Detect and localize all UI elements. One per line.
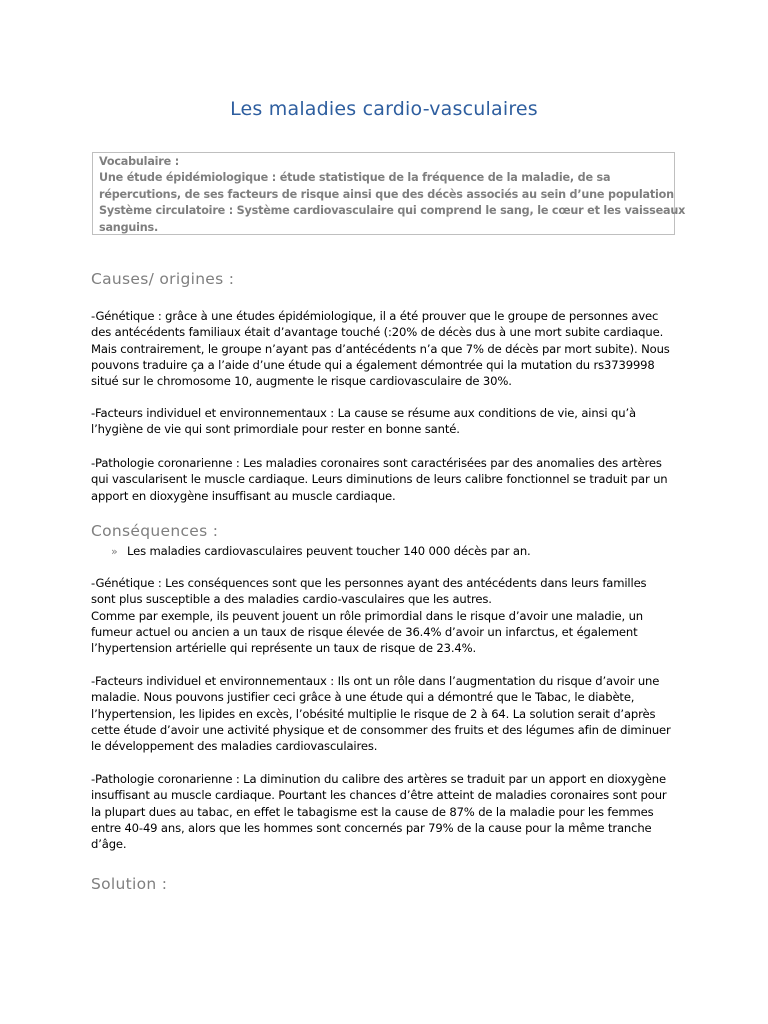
paragraph-line: -Génétique : Les conséquences sont que les personnes ayant des antécédents dans leurs familles (91, 576, 647, 590)
paragraph-line: l’hypertension, les lipides en excès, l’obésité multiplie le risque de 2 à 64. La solution serait d’après (91, 706, 656, 721)
vocabulary-line: Système circulatoire : Système cardiovasculaire qui comprend le sang, le cœur et les vaisseaux (99, 204, 686, 218)
paragraph-line: d’âge. (91, 837, 127, 852)
double-chevron-right-icon: » (111, 545, 118, 558)
paragraph-line: -Pathologie coronarienne : La diminution du calibre des artères se traduit par un apport en dioxygène (91, 772, 666, 786)
causes-facteurs-paragraph (91, 405, 691, 438)
paragraph-line: l’hygiène de vie qui sont primordiale pour rester en bonne santé. (91, 422, 460, 437)
causes-pathologie-paragraph (91, 455, 691, 504)
paragraph-line: qui vascularisent le muscle cardiaque. Leurs diminutions de leurs calibre fonctionnel se traduit par un (91, 472, 668, 487)
vocabulary-line: sanguins. (99, 220, 159, 234)
paragraph-line: situé sur le chromosome 10, augmente le risque cardiovasculaire de 30%. (91, 374, 512, 389)
bullet-text: Les maladies cardiovasculaires peuvent toucher 140 000 décès par an. (127, 544, 531, 558)
consequences-pathologie-paragraph (91, 771, 691, 852)
paragraph-line: Mais contrairement, le groupe n’ayant pas d’antécédents n’a que 7% de décès par mort subite). Nous (91, 341, 670, 356)
vocabulary-line: répercutions, de ses facteurs de risque ainsi que des décès associés au sein d’une population (99, 187, 674, 201)
paragraph-line: fumeur actuel ou ancien a un taux de risque élevée de 36.4% d’avoir un infarctus, et également (91, 624, 638, 639)
paragraph-line: Comme par exemple, ils peuvent jouent un rôle primordial dans le risque d’avoir une maladie, un (91, 608, 643, 623)
causes-heading: Causes/ origines : (91, 270, 235, 288)
paragraph-line: -Facteurs individuel et environnementaux : Ils ont un rôle dans l’augmentation du risque d’avoir une (91, 674, 660, 688)
consequences-bullet-item (111, 543, 531, 560)
vocabulary-line: Une étude épidémiologique : étude statistique de la fréquence de la maladie, de sa (99, 171, 611, 185)
paragraph-line: -Facteurs individuel et environnementaux : La cause se résume aux conditions de vie, ainsi qu’à (91, 406, 636, 420)
vocabulary-heading: Vocabulaire : (99, 155, 179, 168)
paragraph-line: maladie. Nous pouvons justifier ceci grâce à une étude qui a démontré que le Tabac, le diabète, (91, 690, 635, 705)
paragraph-line: des antécédents familiaux était d’avantage touché (:20% de décès dus à une mort subite cardiaque. (91, 325, 664, 340)
consequences-facteurs-paragraph (91, 673, 691, 754)
causes-genetique-paragraph (91, 308, 691, 389)
document-title: Les maladies cardio-vasculaires (230, 98, 538, 120)
paragraph-line: -Pathologie coronarienne : Les maladies coronaires sont caractérisées par des anomalies des artères (91, 456, 662, 470)
consequences-heading: Conséquences : (91, 522, 219, 540)
paragraph-line: -Génétique : grâce à une études épidémiologique, il a été prouver que le groupe de personnes avec (91, 309, 659, 323)
paragraph-line: insuffisant au muscle cardiaque. Pourtant les chances d’être atteint de maladies coronaires sont pour (91, 788, 667, 803)
vocabulary-box (92, 152, 686, 235)
consequences-genetique-paragraph (91, 575, 691, 656)
paragraph-line: sont plus susceptible a des maladies cardio-vasculaires que les autres. (91, 592, 492, 607)
paragraph-line: apport en dioxygène insuffisant au muscle cardiaque. (91, 488, 396, 503)
paragraph-line: l’hypertension artérielle qui représente un taux de risque de 23.4%. (91, 641, 477, 656)
paragraph-line: la plupart dues au tabac, en effet le tabagisme est la cause de 87% de la maladie pour les femmes (91, 804, 654, 819)
solution-heading: Solution : (91, 875, 168, 893)
paragraph-line: le développement des maladies cardiovasculaires. (91, 739, 378, 754)
paragraph-line: entre 40-49 ans, alors que les hommes sont concernés par 79% de la cause pour la même tranche (91, 820, 652, 835)
paragraph-line: pouvons traduire ça a l’aide d’une étude qui a également démontrée qui la mutation du rs3739998 (91, 357, 655, 372)
paragraph-line: cette étude d’avoir une activité physique et de consommer des fruits et des légumes afin de diminuer (91, 722, 671, 737)
